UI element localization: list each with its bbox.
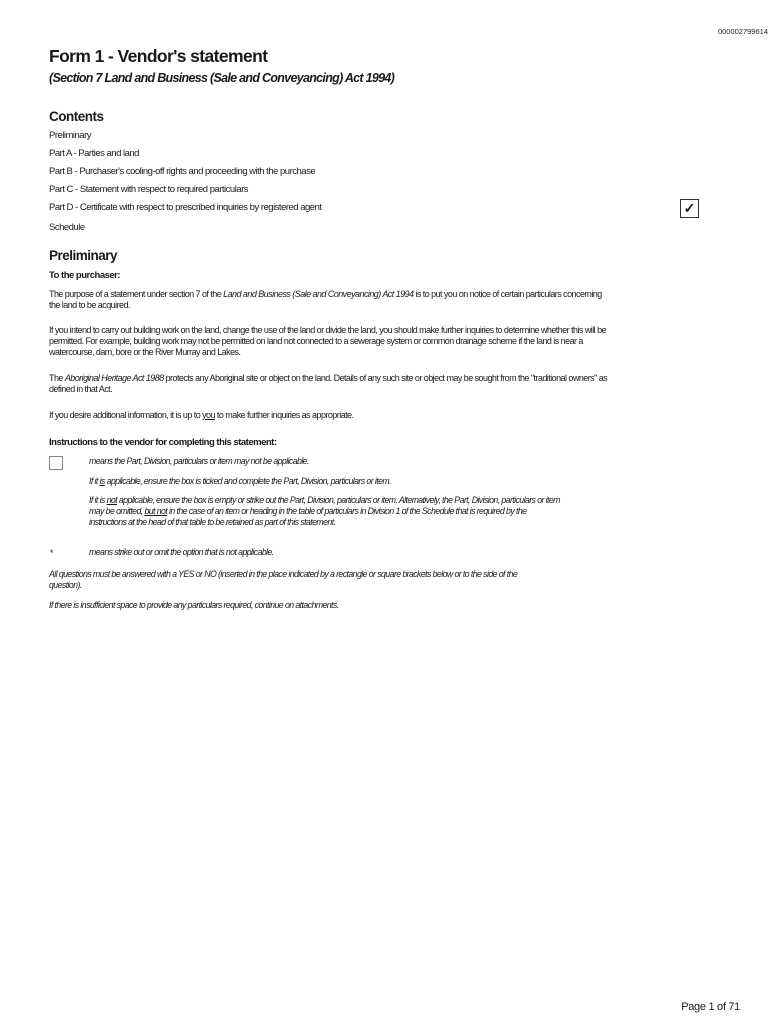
part-d-checkbox[interactable]: ✓ [680, 199, 699, 218]
insufficient-space-text: If there is insufficient space to provide any particulars required, continue on attachments. [49, 600, 339, 610]
page-number: Page 1 of 71 [681, 1001, 740, 1013]
paragraph-purpose: The purpose of a statement under section 7 of the Land and Business (Sale and Conveyancing) Act 1994 is to put you on notice of certain particulars concerning the land to be acquired. [49, 289, 602, 310]
toc-item-part-d[interactable]: Part D - Certificate with respect to prescribed inquiries by registered agent [49, 202, 322, 213]
box-meaning-text: means the Part, Division, particulars or item may not be applicable. [89, 456, 309, 466]
document-id: 000002799614 [717, 27, 768, 36]
if-applicable-text: If it is applicable, ensure the box is ticked and complete the Part, Division, particulars or item. [89, 476, 391, 486]
paragraph-building-work: If you intend to carry out building work on the land, change the use of the land or divide the land, you should make further inquiries to determine whether this will be permitted. For example, building work may not be permitted on land not connected to a sewerage system or common drainage scheme if the land is near a watercourse, dam, bore or the River Murray and Lakes. [49, 325, 606, 357]
preliminary-heading: Preliminary [49, 248, 118, 263]
all-questions-text: All questions must be answered with a YES or NO (inserted in the place indicated by a rectangle or square brackets below or to the side of the question). [49, 569, 518, 590]
toc-item-part-c[interactable]: Part C - Statement with respect to required particulars [49, 184, 249, 195]
example-checkbox-icon [49, 456, 63, 470]
instructions-heading: Instructions to the vendor for completing this statement: [49, 437, 277, 448]
page-title: Form 1 - Vendor's statement [49, 46, 268, 66]
toc-item-part-a[interactable]: Part A - Parties and land [49, 148, 139, 159]
asterisk-meaning-text: means strike out or omit the option that is not applicable. [89, 547, 274, 557]
to-purchaser-label: To the purchaser: [49, 270, 121, 281]
paragraph-additional-info: If you desire additional information, it is up to you to make further inquiries as appropriate. [49, 410, 354, 420]
page-subtitle: (Section 7 Land and Business (Sale and Conveyancing) Act 1994) [49, 71, 395, 85]
asterisk-symbol: * [50, 548, 54, 558]
contents-heading: Contents [49, 109, 104, 124]
toc-item-schedule[interactable]: Schedule [49, 222, 85, 233]
toc-item-part-b[interactable]: Part B - Purchaser's cooling-off rights and proceeding with the purchase [49, 166, 316, 177]
if-not-applicable-text: If it is not applicable, ensure the box is empty or strike out the Part, Division, particulars or item. Alternatively, the Part, Division, particulars or item may be omitted, but not in the case of an item or heading in the table of particulars in Division 1 of the Schedule that is required by the instructions at the head of that table to be retained as part of this statement. [89, 495, 560, 527]
paragraph-aboriginal-heritage: The Aboriginal Heritage Act 1988 protects any Aboriginal site or object on the land. Details of any such site or object may be sought from the "traditional owners" as defined in that Act. [49, 373, 608, 394]
toc-item-preliminary[interactable]: Preliminary [49, 130, 92, 141]
